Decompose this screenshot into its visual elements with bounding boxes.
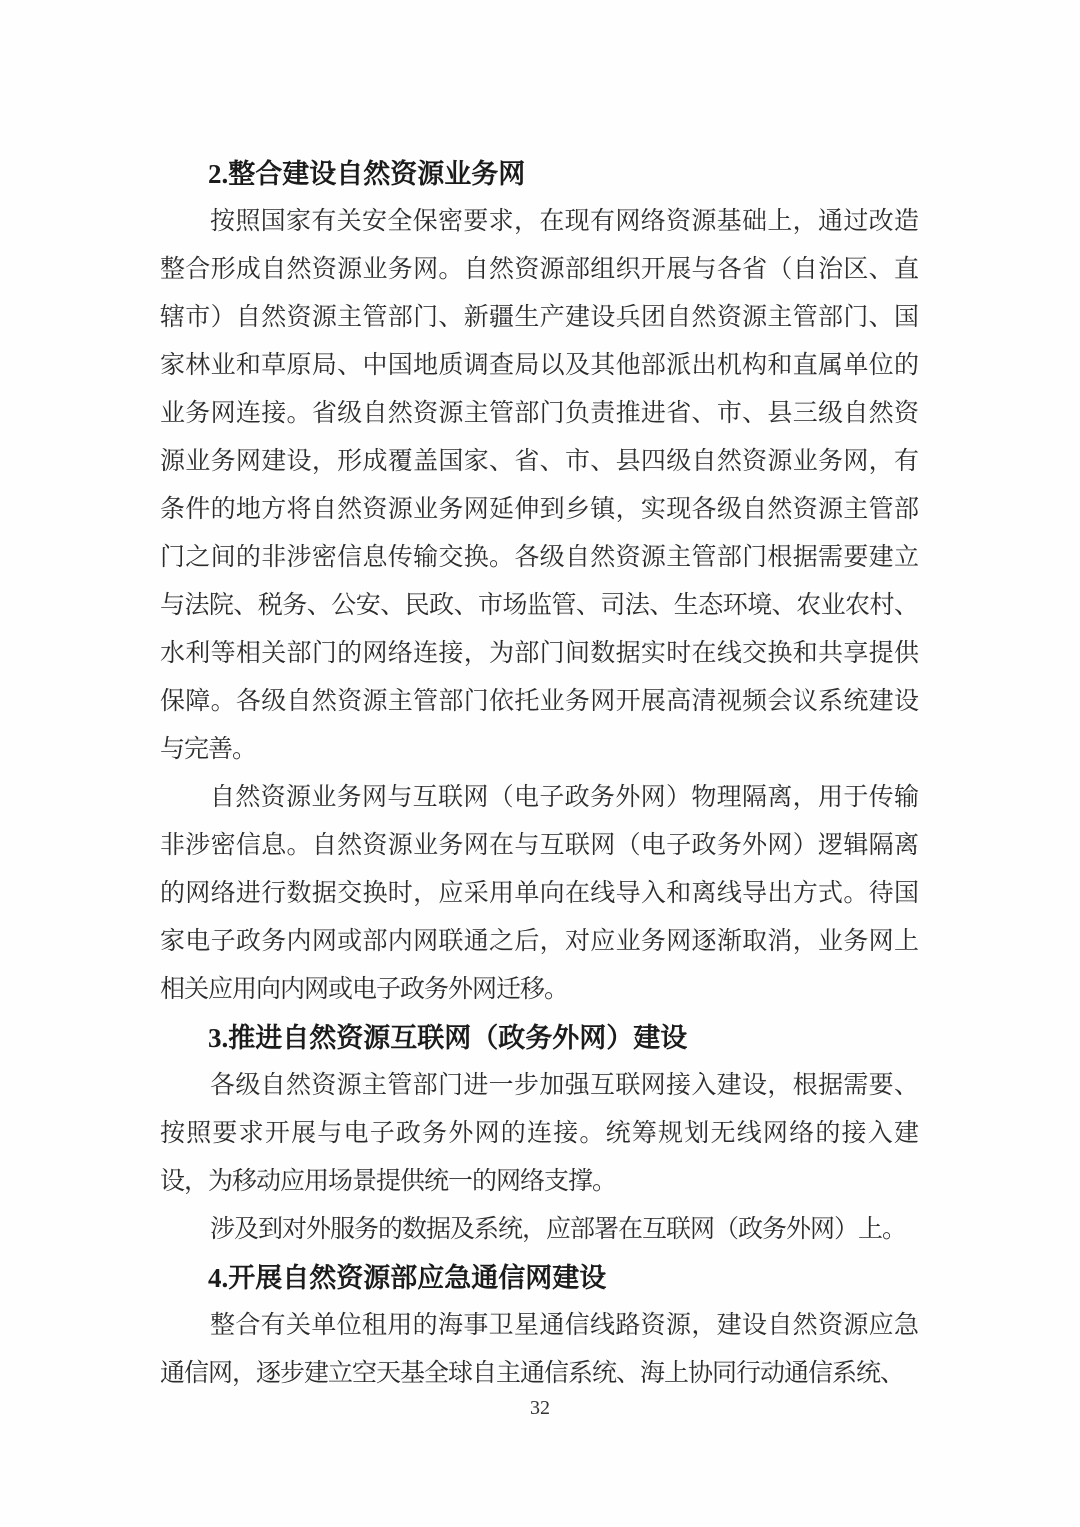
page-number: 32 (530, 1397, 550, 1419)
paragraph-1-line: 与法院、税务、公安、民政、市场监管、司法、生态环境、农业农村、 (160, 592, 918, 619)
paragraph-1-line: 按照国家有关安全保密要求，在现有网络资源基础上，通过改造 (210, 208, 918, 235)
paragraph-2-line: 的网络进行数据交换时，应采用单向在线导入和离线导出方式。待国 (160, 880, 918, 907)
paragraph-3-line: 各级自然资源主管部门进一步加强互联网接入建设，根据需要、 (210, 1072, 918, 1099)
paragraph-1-line: 水利等相关部门的网络连接，为部门间数据实时在线交换和共享提供 (160, 640, 918, 667)
paragraph-1-line: 辖市）自然资源主管部门、新疆生产建设兵团自然资源主管部门、国 (160, 304, 918, 331)
paragraph-1-line: 条件的地方将自然资源业务网延伸到乡镇，实现各级自然资源主管部 (160, 496, 918, 523)
paragraph-4-line: 涉及到对外服务的数据及系统，应部署在互联网（政务外网）上。 (210, 1216, 907, 1243)
section-heading-2: 2.整合建设自然资源业务网 (208, 159, 526, 189)
paragraph-1-line: 家林业和草原局、中国地质调查局以及其他部派出机构和直属单位的 (160, 352, 918, 379)
paragraph-1-line: 源业务网建设，形成覆盖国家、省、市、县四级自然资源业务网，有 (160, 448, 918, 475)
paragraph-1-line: 门之间的非涉密信息传输交换。各级自然资源主管部门根据需要建立 (160, 544, 918, 571)
paragraph-1-line: 保障。各级自然资源主管部门依托业务网开展高清视频会议系统建设 (160, 688, 918, 715)
paragraph-3-line: 按照要求开展与电子政务外网的连接。统筹规划无线网络的接入建 (160, 1120, 918, 1147)
paragraph-2-line: 自然资源业务网与互联网（电子政务外网）物理隔离，用于传输 (210, 784, 918, 811)
paragraph-5-line: 整合有关单位租用的海事卫星通信线路资源，建设自然资源应急 (210, 1312, 918, 1339)
paragraph-1-line: 整合形成自然资源业务网。自然资源部组织开展与各省（自治区、直 (160, 256, 918, 283)
paragraph-1-line: 与完善。 (160, 736, 257, 763)
paragraph-5-line: 通信网，逐步建立空天基全球自主通信系统、海上协同行动通信系统、 (160, 1360, 905, 1387)
section-heading-3: 3.推进自然资源互联网（政务外网）建设 (208, 1023, 688, 1053)
paragraph-1-line: 业务网连接。省级自然资源主管部门负责推进省、市、县三级自然资 (160, 400, 918, 427)
paragraph-2-line: 相关应用向内网或电子政务外网迁移。 (160, 976, 569, 1003)
paragraph-2-line: 家电子政务内网或部内网联通之后，对应业务网逐渐取消，业务网上 (160, 928, 918, 955)
section-heading-4: 4.开展自然资源部应急通信网建设 (208, 1263, 607, 1293)
paragraph-2-line: 非涉密信息。自然资源业务网在与互联网（电子政务外网）逻辑隔离 (160, 832, 918, 859)
document-content (160, 150, 918, 1398)
paragraph-3-line: 设，为移动应用场景提供统一的网络支撑。 (160, 1168, 617, 1195)
